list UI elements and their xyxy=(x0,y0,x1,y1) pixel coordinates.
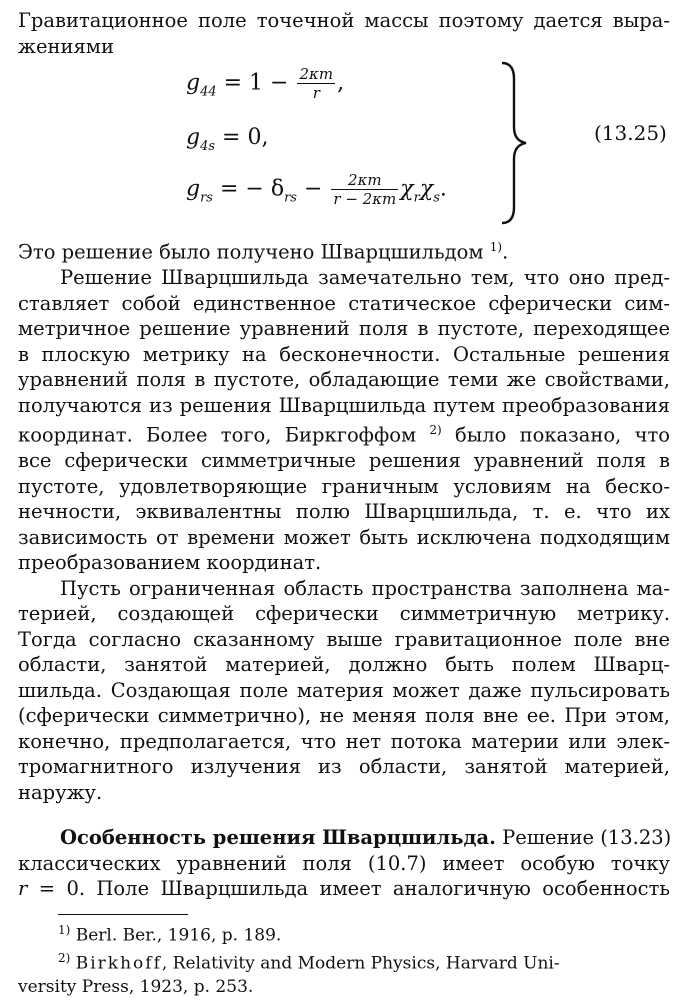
equation-g4s: $g_{4s} = 0$, xyxy=(186,125,269,154)
equation-grs: $g_{rs}$ = − $\delta_{rs}$ − $\frac{2\kappa m}{r - 2\kappa m}$ $\chi_r\chi_s$. xyxy=(186,171,447,208)
right-brace-icon xyxy=(496,61,536,226)
page-content xyxy=(18,8,670,999)
section-line-2: классических уравнений поля (10.7) имеет особую точку xyxy=(18,851,670,875)
intro-line-2: жениями xyxy=(18,34,114,58)
section-heading: Особенность решения Шварцшильда. xyxy=(60,826,496,849)
equation-block-13-25 xyxy=(18,63,670,231)
section-first-line: Особенность решения Шварцшильда. Решение (13.23) xyxy=(60,826,672,849)
fraction-2km-over-r-minus-2km: $\frac{2\kappa m}{r - 2\kappa m}$ xyxy=(333,171,397,208)
footnote-2: $^{2)}$ Birkhoff, Relativity and Modern Physics, Harvard Uni- xyxy=(58,951,560,974)
fraction-2km-over-r: $\frac{2\kappa m}{r}$ xyxy=(299,65,334,102)
paragraph-2: Решение Шварцшильда замечательно тем, что оно пред- ставляет собой единственное статическое сферически сим- метричное решение уравнений поля в пустоте, переходящее в плоскую метрику на бесконечности. Остальные решения уравнений поля в пустоте, обладающие теми же свойствами, получаются из решения Шварцшильда путем преобразования координат. Более того, Биркгоффом $^{2)}$ было показано, что все сферически симметричные решения уравнений поля в пустоте, удовлетворяющие граничным условиям на беско- нечности, эквивалентны полю Шварцшильда, т. е. что их зависимость от времени может быть исключена подходящим преобразованием координат. xyxy=(18,266,671,574)
paragraph-2-line-with-ref: координат. Более того, Биркгоффом $^{2)}$ было показано, что xyxy=(18,423,671,447)
footnote-divider xyxy=(58,914,188,915)
footnote-ref-2: 2) xyxy=(429,423,442,437)
section-line-3: r = 0. Поле Шварцшильда имеет аналогичную особенность xyxy=(18,877,670,900)
footnote-2-line-2: versity Press, 1923, p. 253. xyxy=(18,976,254,997)
paragraph-1: Это решение было получено Шварцшильдом $^{1)}$. xyxy=(18,240,509,264)
equation-number: (13.25) xyxy=(594,121,667,145)
equation-g44: $g_{44} = 1$ − $\frac{2\kappa m}{r}$ , xyxy=(186,65,345,102)
paragraph-3: Пусть ограниченная область пространства заполнена ма- терией, создающей сферически симметричную метрику. Тогда согласно сказанному выше гравитационное поле вне области, занятой материей, должно быть полем Шварц- шильда. Создающая поле материя может даже пульсировать (сферически симметрично), не меняя поля вне ее. При этом, конечно, предполагается, что нет потока материи или элек- тромагнитного излучения из области, занятой материей, наружу. xyxy=(18,576,670,804)
intro-line-1: Гравитационное поле точечной массы поэтому дается выра- xyxy=(18,9,670,32)
footnote-ref-1: 1) xyxy=(489,240,503,254)
footnote-1: $^{1)}$ Berl. Ber., 1916, p. 189. xyxy=(58,922,282,946)
